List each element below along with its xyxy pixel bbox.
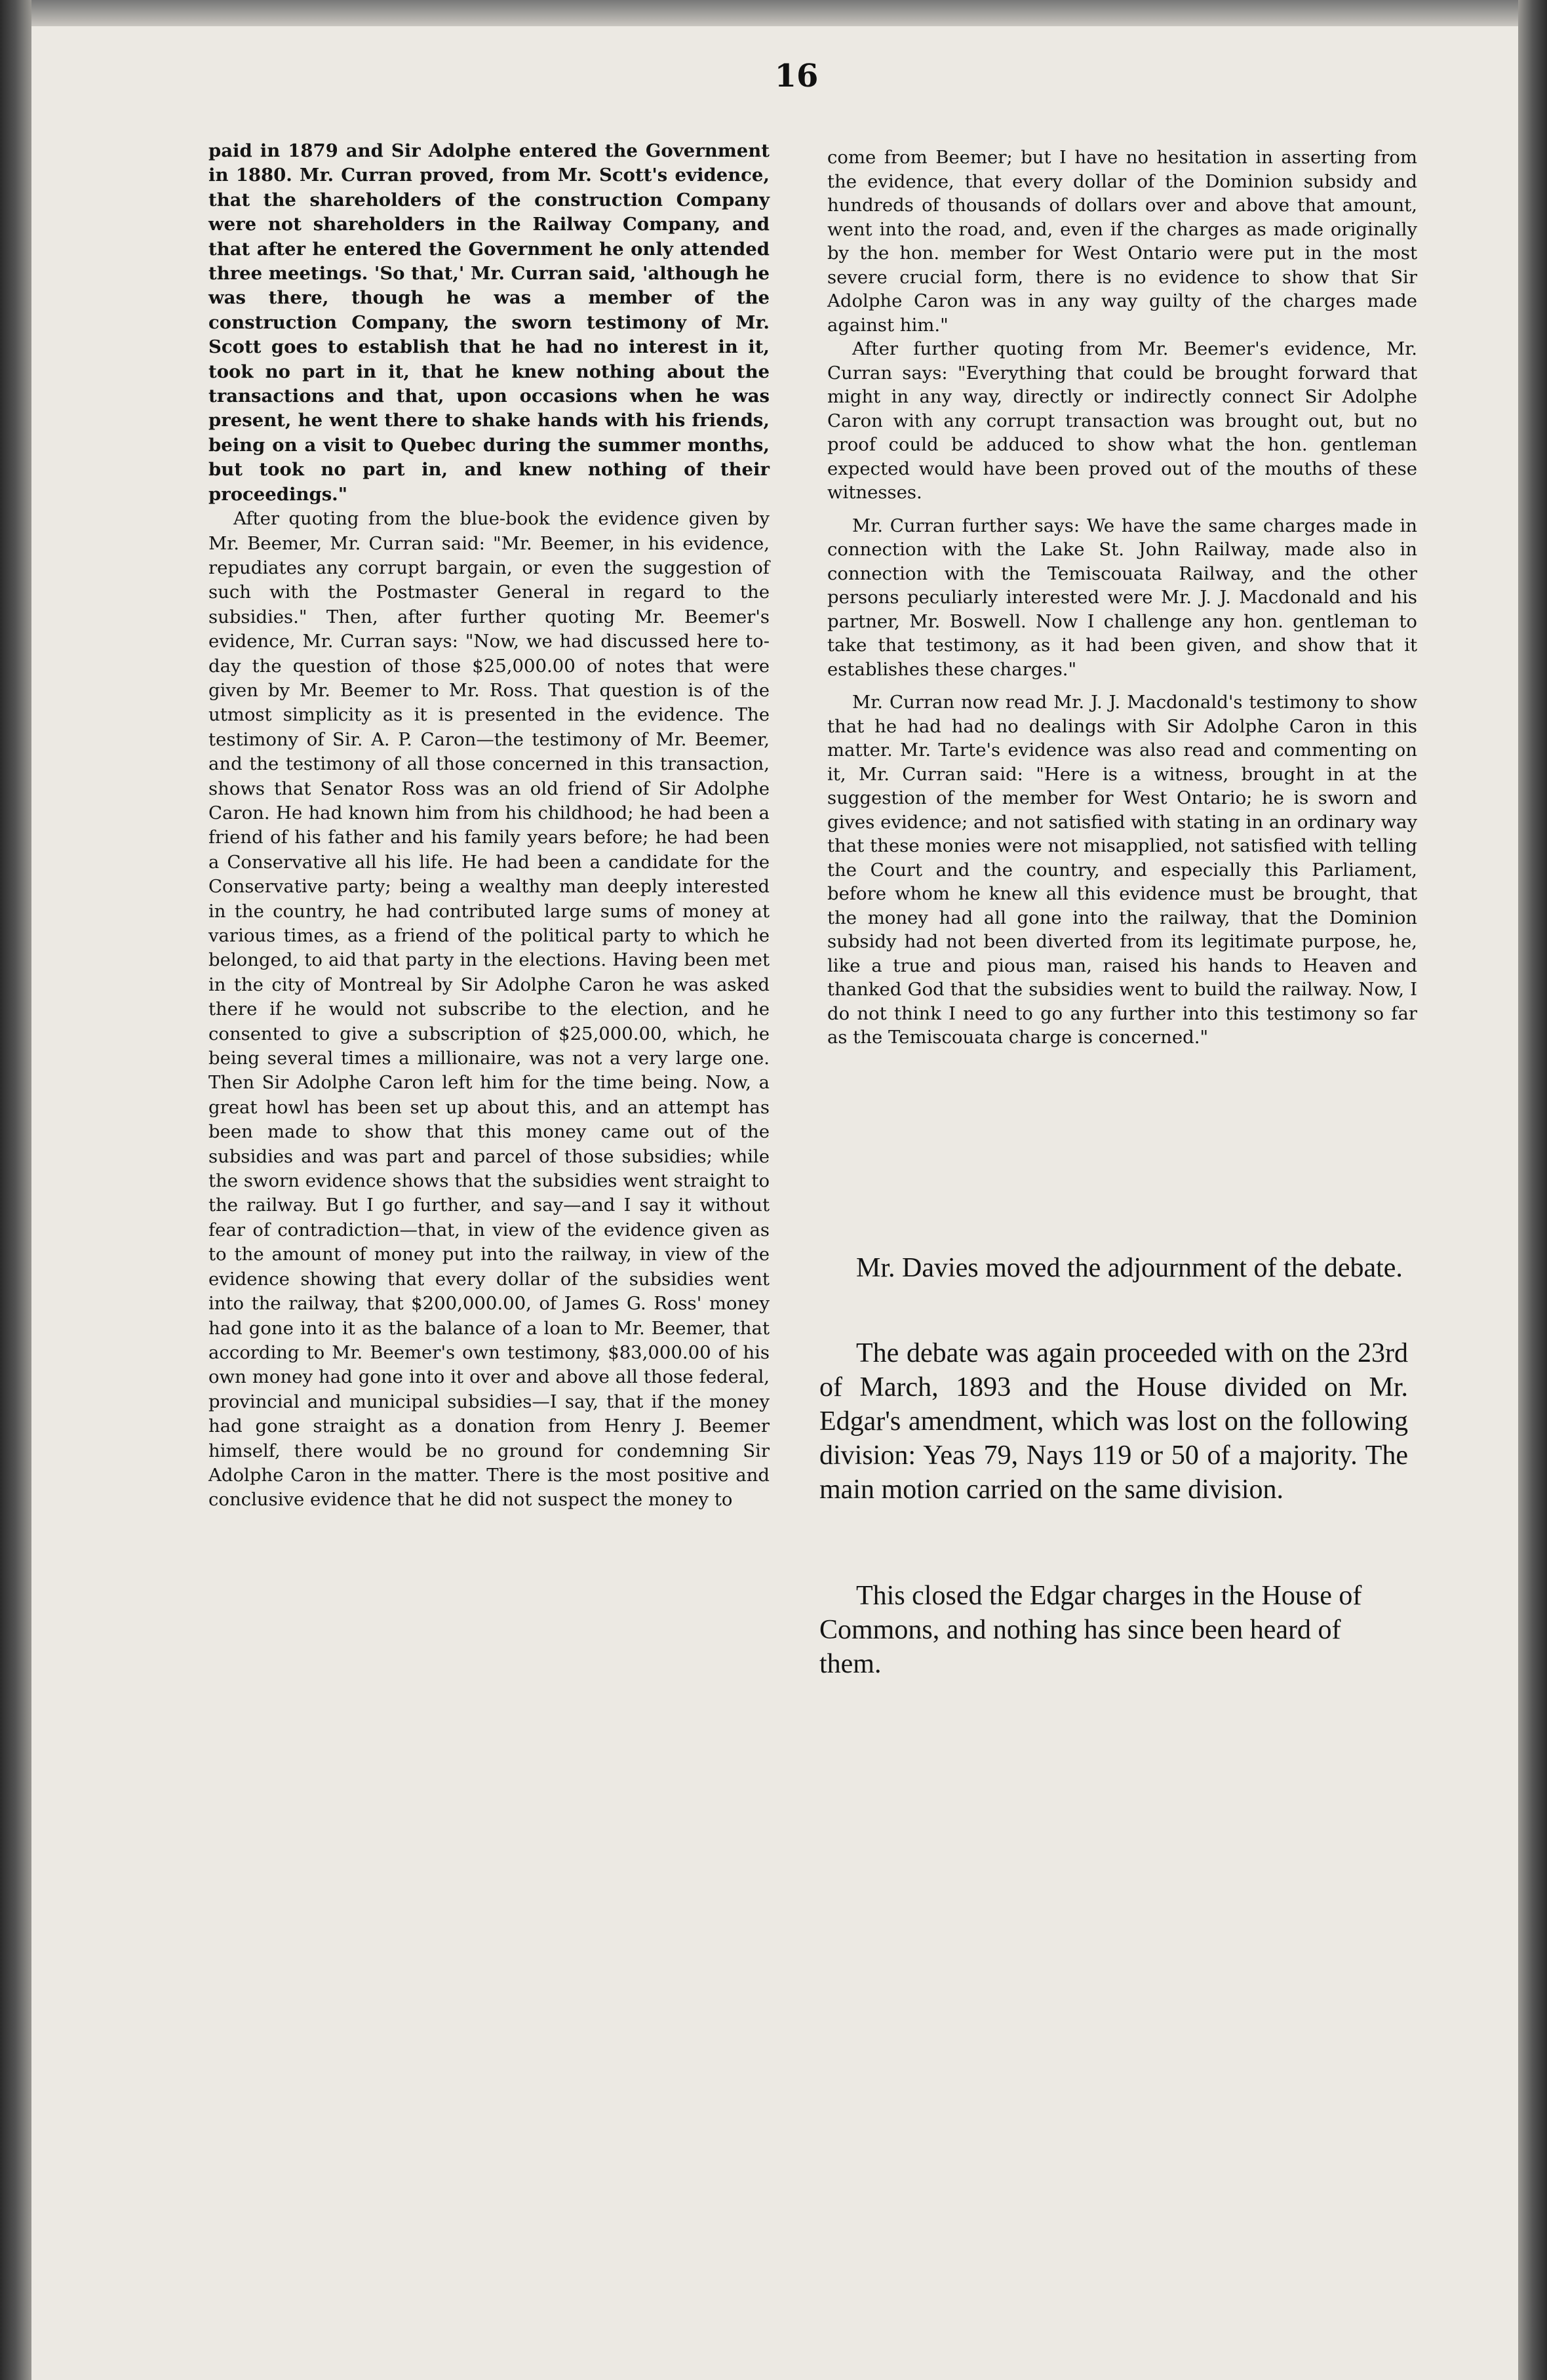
scan-right-edge [1518, 0, 1547, 2380]
right-paragraph-2: After further quoting from Mr. Beemer's evidence, Mr. Curran says: "Everything that could be brought forward that might in any way, directly or indirectly connect Sir Adolphe Caron with any corrupt transaction was brought out, but no proof could be adduced to show what the hon. gentleman expected would have been proved out of the mouths of these witnesses. [827, 338, 1417, 503]
division-text: The debate was again proceeded with on the 23rd of March, 1893 and the House divided on Mr. Edgar's amendment, which was lost on the following division: Yeas 79, Nays 119 or 50 of a majority. The main motion carried on the same division. [819, 1338, 1408, 1505]
closing-text: This closed the Edgar charges in the House of Commons, and nothing has since been heard of them. [819, 1581, 1362, 1679]
right-paragraph-4: Mr. Curran now read Mr. J. J. Macdonald's testimony to show that he had had no dealings with Sir Adolphe Caron in this matter. Mr. Tarte's evidence was also read and commenting on it, Mr. Curran said: "Here is a witness, brought in at the suggestion of the member for West Ontario; he is sworn and gives evidence; and not satisfied with stating in an ordinary way that these monies were not misapplied, not satisfied with telling the Court and the country, and especially this Parliament, before whom he knew all this evidence must be brought, that the money had all gone into the railway, that the Dominion subsidy had not been diverted from its legitimate purpose, he, like a true and pious man, raised his hands to Heaven and thanked God that the subsidies went to build the railway. Now, I do not think I need to go any further into this testimony so far as the Temiscouata charge is concerned." [827, 692, 1417, 1048]
right-paragraph-1: come from Beemer; but I have no hesitation in asserting from the evidence, that every dollar of the Dominion subsidy and hundreds of thousands of dollars over and above that amount, went into the road, and, even if the charges as made originally by the hon. member for West Ontario were put in the most severe crucial form, there is no evidence to show that Sir Adolphe Caron was in any way guilty of the charges made against him." [827, 147, 1417, 336]
closing-paragraph [819, 1579, 1408, 1681]
division-paragraph [819, 1336, 1408, 1507]
scan-left-edge [0, 0, 31, 2380]
adjournment-paragraph [819, 1251, 1408, 1285]
left-column [208, 139, 770, 1739]
scan-top-edge [0, 0, 1547, 26]
left-paragraph-2: After quoting from the blue-book the evidence given by Mr. Beemer, Mr. Curran said: "Mr. Beemer, in his evidence, repudiates any corrupt bargain, or even the suggestion of such with the Postmaster General in regard to the subsidies." Then, after further quoting Mr. Beemer's evidence, Mr. Curran says: "Now, we had discussed here to-day the question of those $25,000.00 of notes that were given by Mr. Beemer to Mr. Ross. That question is of the utmost simplicity as it is presented in the evidence. The testimony of Sir. A. P. Caron—the testimony of Mr. Beemer, and the testimony of all those concerned in this transaction, shows that Senator Ross was an old friend of Sir Adolphe Caron. He had known him from his childhood; he had been a friend of his father and his family years before; he had been a Conservative all his life. He had been a candidate for the Conservative party; being a wealthy man deeply interested in the country, he had contributed large sums of money at various times, as a friend of the political party to which he belonged, to aid that party in the elections. Having been met in the city of Montreal by Sir Adolphe Caron he was asked there if he would not subscribe to the election, and he consented to give a subscription of $25,000.00, which, he being several times a millionaire, was not a very large one. Then Sir Adolphe Caron left him for the time being. Now, a great howl has been set up about this, and an attempt has been made to show that this money came out of the subsidies and was part and parcel of those subsidies; while the sworn evidence shows that the subsidies went straight to the railway. But I go further, and say—and I say it without fear of contradiction—that, in view of the evidence given as to the amount of money put into the railway, in view of the evidence showing that every dollar of the subsidies went into the railway, that $200,000.00, of James G. Ross' money had gone into it as the balance of a loan to Mr. Beemer, that according to Mr. Beemer's own testimony, $83,000.00 of his own money had gone into it over and above all those federal, provincial and municipal subsidies—I say, that if the money had gone straight as a donation from Henry J. Beemer himself, there would be no ground for condemning Sir Adolphe Caron in the matter. There is the most positive and conclusive evidence that he did not suspect the money to [208, 508, 770, 1511]
adjournment-text: Mr. Davies moved the adjournment of the debate. [856, 1253, 1403, 1283]
left-paragraph-1: paid in 1879 and Sir Adolphe entered the Government in 1880. Mr. Curran proved, from Mr. Scott's evidence, that the shareholders of the construction Company were not shareholders in the Railway Company, and that after he entered the Government he only attended three meetings. 'So that,' Mr. Curran said, 'although he was there, though he was a member of the construction Company, the sworn testimony of Mr. Scott goes to establish that he had no interest in it, took no part in it, that he knew nothing about the transactions and that, upon occasions when he was present, he went there to shake hands with his friends, being on a visit to Quebec during the summer months, but took no part in, and knew nothing of their proceedings." [208, 140, 770, 505]
right-column [827, 146, 1417, 1050]
page-number: 16 [774, 58, 819, 94]
right-paragraph-3: Mr. Curran further says: We have the same charges made in connection with the Lake St. John Railway, made also in connection with the Temiscouata Railway, and the other persons peculiarly interested were Mr. J. J. Macdonald and his partner, Mr. Boswell. Now I challenge any hon. gentleman to take that testimony, as it had been given, and show that it establishes these charges." [827, 515, 1417, 680]
